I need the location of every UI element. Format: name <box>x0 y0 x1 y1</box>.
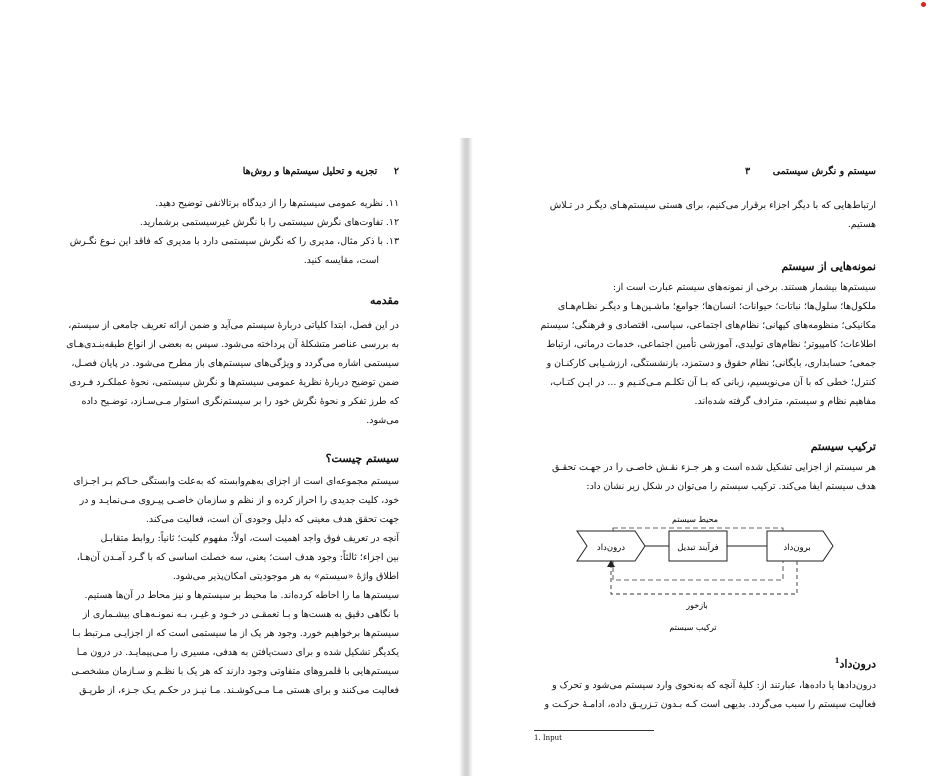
text-line: درون‌دادها یا داده‌ها، عبارتند از: کلیهٔ آنچه که به‌نحوی وارد سیستم می‌شود و تحرک و <box>552 680 876 691</box>
text-line: سیستم‌ها برخواهیم خورد. وجود هر یک از ما سیستمی است که از اجزایـی مـرتبط بـا <box>72 628 399 639</box>
text-line: جمعی؛ حسابداری، بایگانی؛ نظام حقوق و دستمزد، بازنشستگی، ارزشـیابی کارکنـان و <box>546 358 876 369</box>
text-line: هستیم. <box>847 219 876 230</box>
text-line: می‌شود. <box>366 415 399 426</box>
text-line: هدف سیستم ایفا می‌کند. ترکیب سیستم را می‌توان در شکل زیر نشان داد: <box>586 481 876 492</box>
book-spine-gutter <box>459 138 473 776</box>
composition-paragraph <box>536 458 876 496</box>
question-item: ۱۳. با ذکر مثال، مدیری را که نگرش سیستمی دارد با مدیری که فاقد این نـوع نگـرش <box>69 236 399 247</box>
right-page-header-title: سیستم و نگرش سیستمی <box>772 166 876 177</box>
intro-paragraph <box>59 316 399 430</box>
process-box-label: فرآیند تبدیل <box>677 543 719 553</box>
text-line: سیستم مجموعه‌ای است از اجزای به‌هم‌وابسته که به‌علت وابستگی حـاکم بـر اجـزای <box>73 476 399 487</box>
diagram-caption: ترکیب سیستم <box>669 623 717 632</box>
what-is-system-paragraph <box>59 472 399 700</box>
text-line: به بررسی عناصر متشکلهٔ آن پرداخته می‌شود. سپس به بعضی از انواع طبقه‌بنـدی‌هـای <box>66 339 399 350</box>
text-line: اطلاق واژهٔ «سیستم» به هر موجودیتی امکان‌پذیر می‌شود. <box>172 571 399 582</box>
examples-paragraph <box>536 278 876 411</box>
text-line: فعالیت سیستم را سبب می‌گردد. بدیهی است کـه بـدون تـزریـق داده، ادامـهٔ حرکـت و <box>544 699 876 710</box>
text-line: خود، کلیت جدیدی را احراز کرده و از نظم و سازمان خاصـی پیـروی مـی‌نمایـد و در <box>79 495 399 506</box>
question-item: ۱۱. نظریه عمومی سیستم‌ها را از دیدگاه برتالانفی توضیح دهید. <box>155 198 399 209</box>
red-dot-marker <box>921 2 926 7</box>
left-page-number: ۲ <box>393 166 399 177</box>
input-box-label: درون‌داد <box>596 543 626 553</box>
text-line: اطلاعات؛ کامپیوتر؛ نظام‌های تولیدی، آموزشی تأمین اجتماعی، خدمات درمانی، ارتباط <box>546 339 876 350</box>
left-page-header-title: تجزیه و تحلیل سیستم‌ها و روش‌ها <box>242 166 378 177</box>
intro-heading: مقدمه <box>369 294 399 307</box>
input-heading <box>835 656 876 671</box>
question-item: ۱۲. تفاوت‌های نگرش سیستمی را با نگرش غیرسیستمی برشمارید. <box>139 217 399 228</box>
output-box-label: برون‌داد <box>783 543 811 553</box>
footnote-marker: 1 <box>834 656 840 665</box>
text-line: فعالیت می‌کنند و برای هستی مـا مـی‌کوشـند. مـا نیـز در حکـم یـک جـزء، از طریـق <box>79 685 399 696</box>
text-line: کنترل؛ خطی که با آن می‌نویسیم، زبانی که بـا آن تکلـم مـی‌کنـیم و ... در ایـن کتـاب، <box>549 377 876 388</box>
continued-paragraph <box>536 196 876 234</box>
text-line: سیستم‌ها ما را احاطه کرده‌اند. ما محیط بر سیستم‌ها و نیز محاط در آن‌ها هستیم. <box>84 590 399 601</box>
text-line: مکانیکی؛ منظومه‌های کیهانی؛ نظام‌های اجتماعی، سیاسی، اقتصادی و فرهنگی؛ سیستم <box>540 320 876 331</box>
text-line: سیستم‌هایی با قلمروهای متفاوتی وجود دارند که هر یک با نظـم و سـازمان مشخصـی <box>71 666 399 677</box>
feedback-label: بازخور <box>686 601 708 610</box>
left-page <box>0 138 459 776</box>
composition-heading: ترکیب سیستم <box>810 440 876 453</box>
text-line: یکدیگر تشکیل شده و برای دست‌یافتن به هدفی، مسیری را مـی‌پیمایـد. در درون مـا <box>76 647 399 658</box>
input-paragraph <box>536 676 876 714</box>
what-is-system-heading: سیستم چیست؟ <box>325 452 399 465</box>
right-page-header <box>745 166 876 177</box>
review-questions <box>59 194 399 270</box>
input-heading-text: درون‌داد <box>839 657 876 671</box>
text-line: جهت تحقق هدف معینی که دلیل وجودی آن است، فعالیت می‌کند. <box>145 514 399 525</box>
text-line: ارتباط‌هایی که با دیگر اجزاء برقرار می‌کنیم، برای هستی سیستم‌هـای دیگـر در تـلاش <box>549 200 876 211</box>
text-line: بین اجزاء؛ ثالثاً: وجود هدف است؛ یعنی، سه خصلت اساسی که با گـرد آمـدن آن‌هـا، <box>76 552 399 563</box>
environment-label: محیط سیستم <box>672 515 718 524</box>
footnote-separator <box>534 730 654 731</box>
feedback-loop <box>611 561 797 594</box>
text-line: با نگاهی دقیق به هست‌ها و بـا تعمقـی در خـود و غیـر، بـه نمونـه‌هـای بیشـماری از <box>82 609 399 620</box>
text-line: ملکول‌ها؛ سلول‌ها؛ نباتات؛ حیوانات؛ انسان‌ها؛ جوامع؛ ماشـین‌هـا و دیگـر نظـام‌هـای <box>557 301 876 312</box>
text-line: که طرز تفکر و نحوهٔ نگرش خود را بر سیستم‌نگری استوار مـی‌سـازد، توضـیح داده <box>81 396 399 407</box>
left-page-header <box>243 166 399 177</box>
system-composition-diagram <box>573 510 843 634</box>
footnote: 1. Input <box>534 734 562 742</box>
text-line: مفاهیم نظام و سیستم، مترادف گرفته شده‌اند. <box>694 396 876 407</box>
examples-heading: نمونه‌هایی از سیستم <box>781 260 876 273</box>
question-item: است، مقایسه کنید. <box>303 255 379 266</box>
text-line: ضمن توضیح دربارهٔ نظریهٔ عمومی سیستم‌ها و نگرش سیستمی، نحوهٔ عملکـرد فـردی <box>69 377 399 388</box>
text-line: سیستم‌ها بیشمار هستند. برخی از نمونه‌های سیستم عبارت است از: <box>612 282 876 293</box>
text-line: آنچه در تعریف فوق واجد اهمیت است، اولاً: مفهوم کلیت؛ ثانیاً: روابط متقابـل <box>100 533 399 544</box>
right-page-number: ۳ <box>744 166 751 177</box>
text-line: سیستمی اشاره می‌گردد و ویژگی‌های سیستم‌های باز مطرح می‌شود. در پایان فصـل، <box>71 358 399 369</box>
text-line: هر سیستم از اجزایی تشکیل شده است و هر جـزء نقـش خاصـی را در جهـت تحقـق <box>552 462 876 473</box>
right-page <box>473 138 940 776</box>
text-line: در این فصل، ابتدا کلیاتی دربارهٔ سیستم می‌آید و ضمن ارائه تعریف جامعی از سیستم، <box>68 320 399 331</box>
